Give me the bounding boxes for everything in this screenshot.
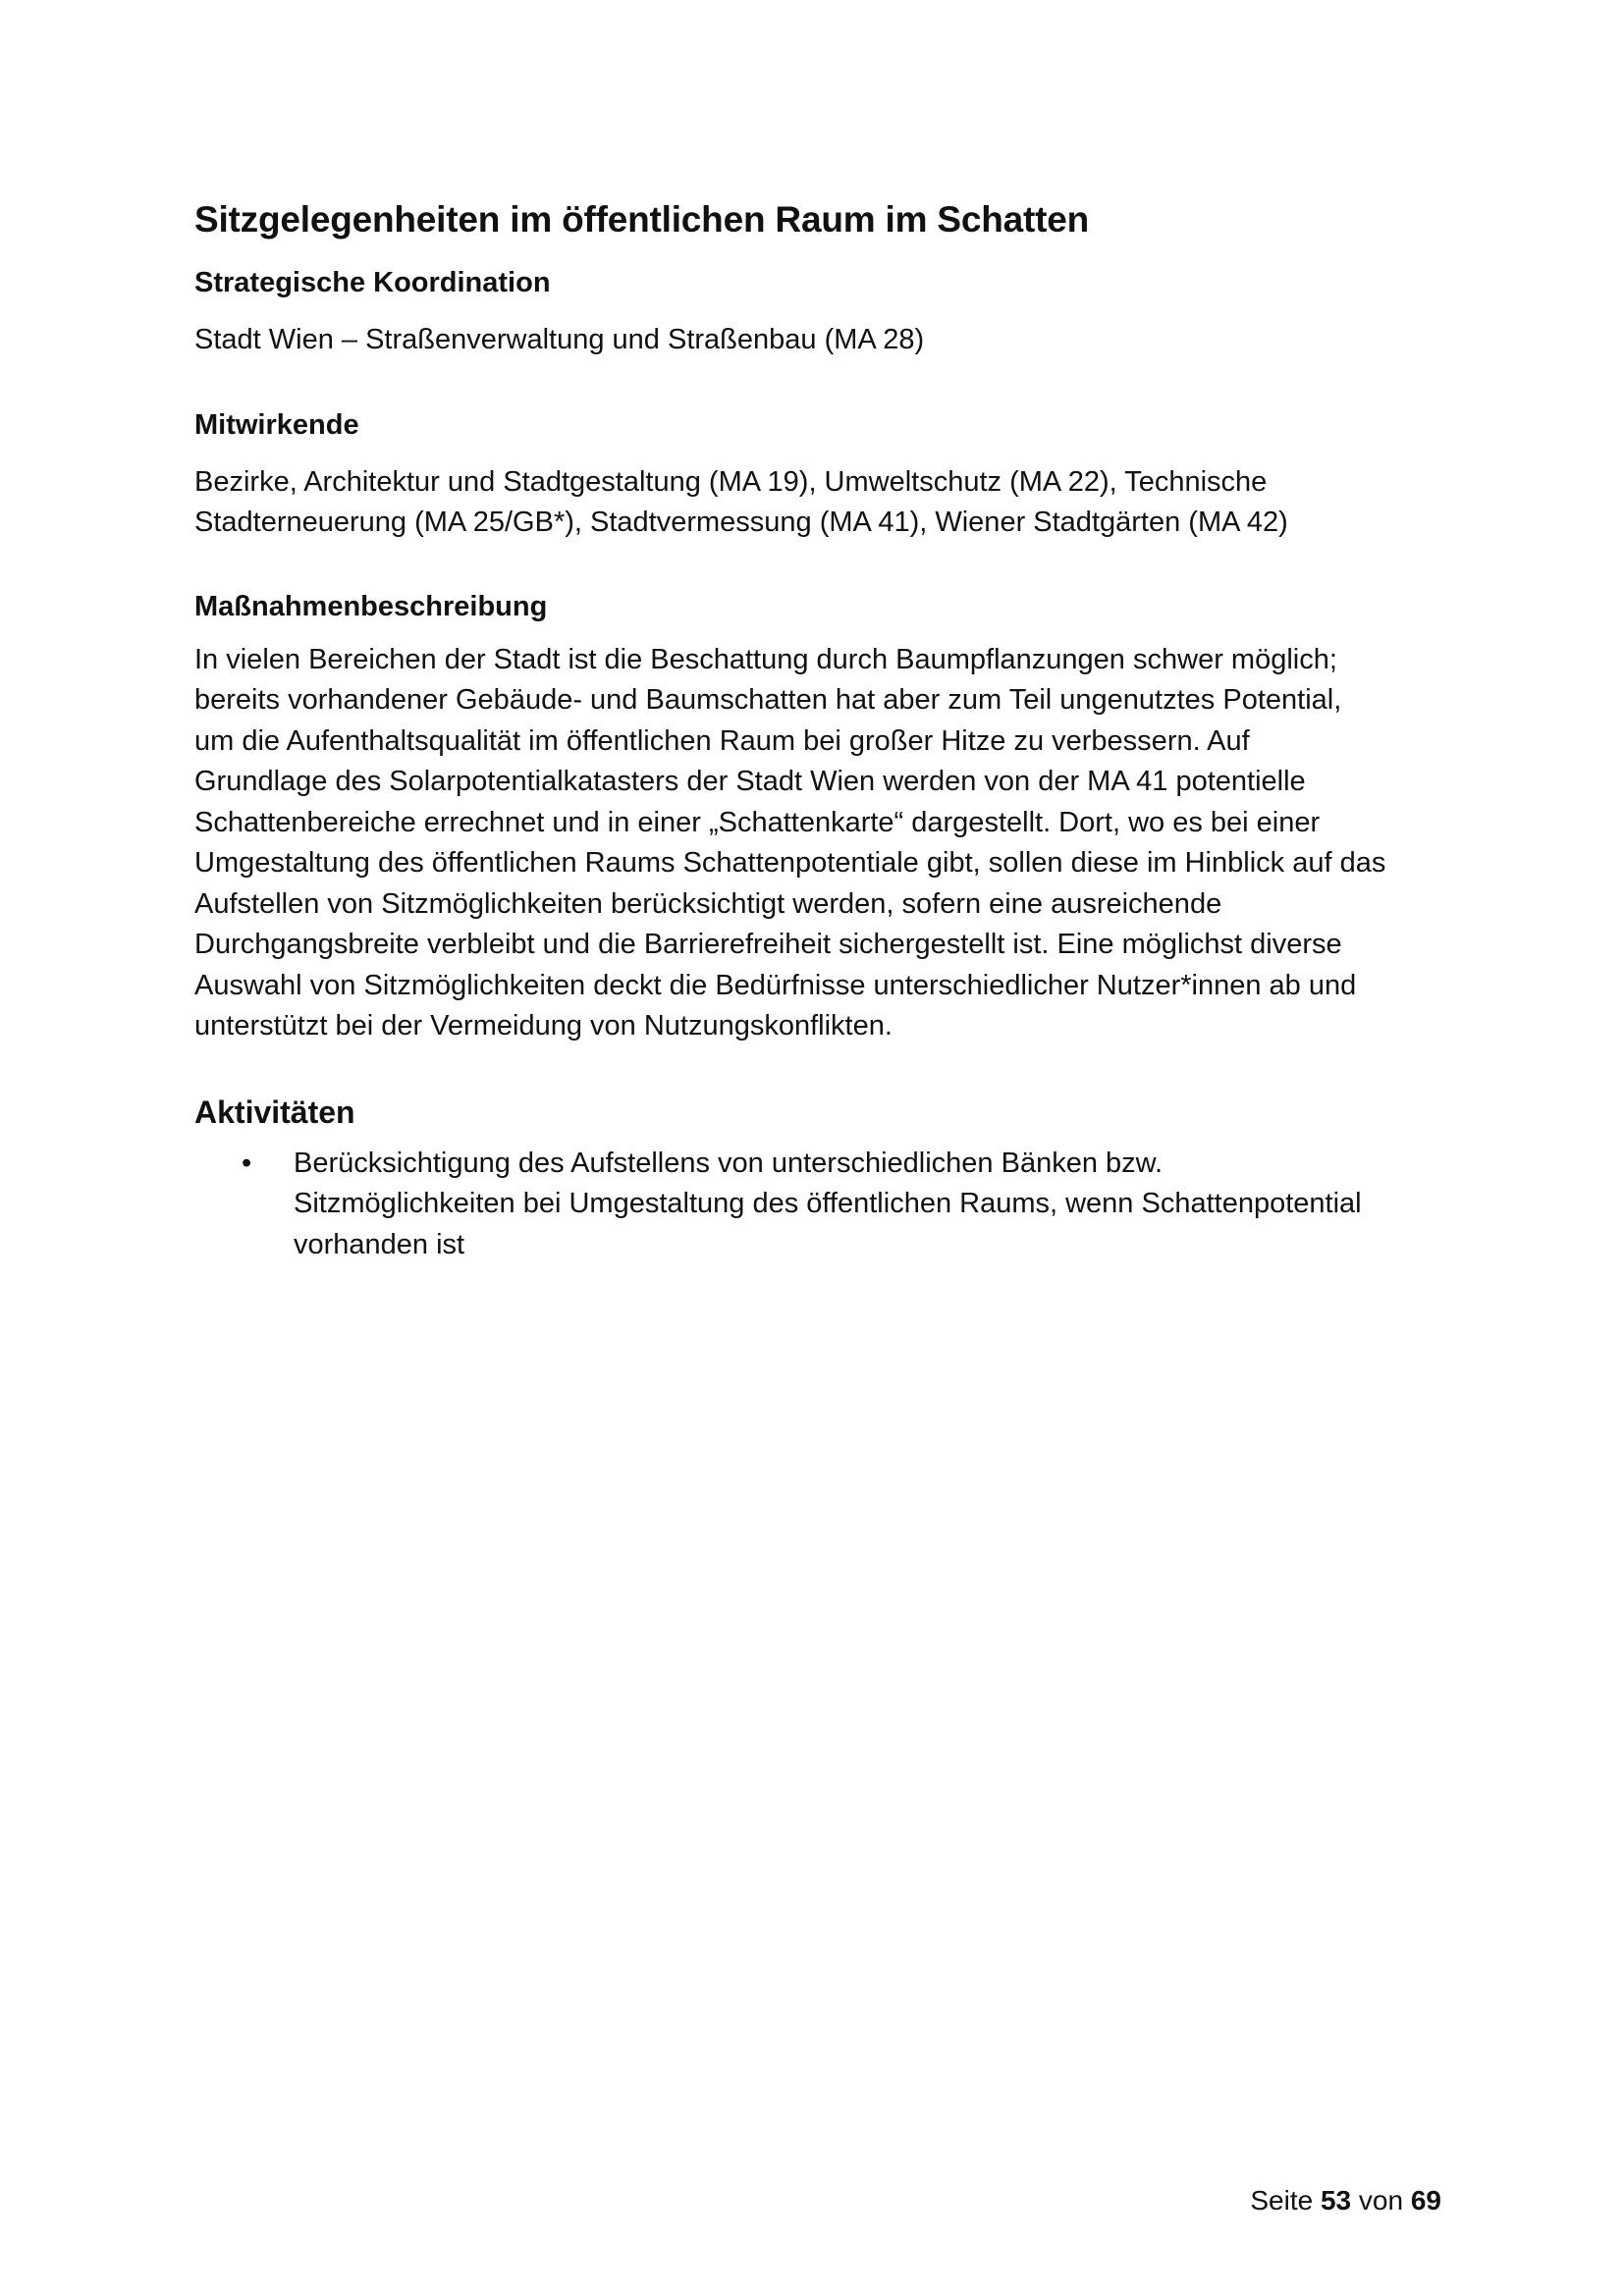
description-line: um die Aufenthaltsqualität im öffentlichen Raum bei großer Hitze zu verbessern. Auf [194,724,1250,757]
current-page-number: 53 [1320,2185,1352,2216]
activity-line: Berücksichtigung des Aufstellens von unterschiedlichen Bänken bzw. [294,1147,1164,1179]
contributors-heading: Mitwirkende [194,408,359,441]
total-pages-number: 69 [1410,2185,1441,2216]
activity-line: vorhanden ist [294,1228,465,1260]
description-line: bereits vorhandener Gebäude- und Baumschatten hat aber zum Teil ungenutztes Potential, [194,684,1342,716]
contributors-line: Stadterneuerung (MA 25/GB*), Stadtvermessung (MA 41), Wiener Stadtgärten (MA 42) [194,507,1288,538]
description-line: Durchgangsbreite verbleibt und die Barrierefreiheit sichergestellt ist. Eine möglichst diverse [194,929,1342,960]
page-separator: von [1358,2185,1404,2216]
document-page [194,196,1441,1265]
description-line: Auswahl von Sitzmöglichkeiten deckt die Bedürfnisse unterschiedlicher Nutzer*innen ab und [194,969,1357,1001]
activities-list [194,1144,1441,1266]
description-line: Grundlage des Solarpotentialkatasters der Stadt Wien werden von der MA 41 potentielle [194,766,1306,797]
page-title: Sitzgelegenheiten im öffentlichen Raum im Schatten [194,199,1090,240]
description-line: In vielen Bereichen der Stadt ist die Beschattung durch Baumpflanzungen schwer möglich; [194,643,1337,675]
activity-line: Sitzmöglichkeiten bei Umgestaltung des öffentlichen Raums, wenn Schattenpotential [294,1188,1362,1219]
activities-heading: Aktivitäten [194,1094,355,1130]
description-line: Umgestaltung des öffentlichen Raums Schattenpotentiale gibt, sollen diese im Hinblick auf das [194,847,1386,879]
bullet-icon: • [242,1147,252,1179]
list-item [194,1144,1441,1266]
description-line: Schattenbereiche errechnet und in einer „Schattenkarte“ dargestellt. Dort, wo es bei einer [194,806,1321,838]
strategic-coordination-text: Stadt Wien – Straßenverwaltung und Straßenbau (MA 28) [194,324,925,355]
measure-description-heading: Maßnahmenbeschreibung [194,590,548,622]
measure-description-text [194,640,1441,1047]
page-label: Seite [1250,2185,1314,2216]
description-line: unterstützt bei der Vermeidung von Nutzungskonflikten. [194,1010,893,1041]
strategic-coordination-heading: Strategische Koordination [194,267,551,298]
page-number-footer [1250,2183,1441,2218]
description-line: Aufstellen von Sitzmöglichkeiten berücksichtigt werden, sofern eine ausreichende [194,887,1222,920]
contributors-text [194,462,1441,544]
contributors-line: Bezirke, Architektur und Stadtgestaltung (MA 19), Umweltschutz (MA 22), Technische [194,465,1268,498]
